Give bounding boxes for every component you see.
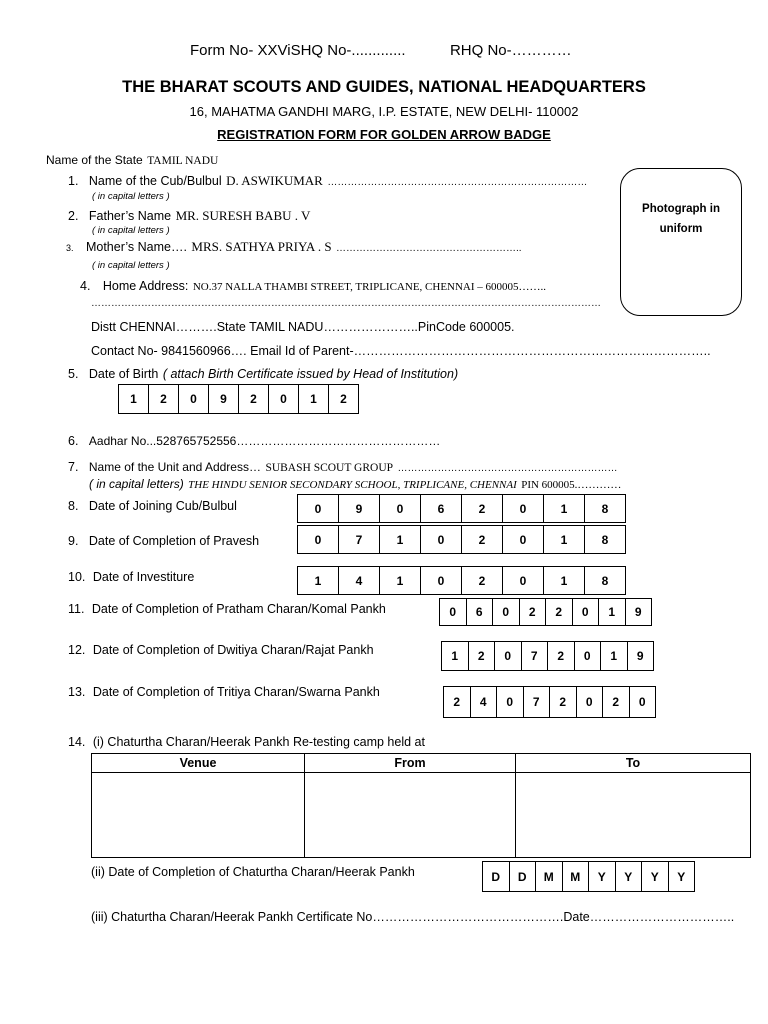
pratham-digits[interactable] [439, 598, 652, 626]
digit-cell[interactable]: 0 [503, 495, 544, 523]
form-title: REGISTRATION FORM FOR GOLDEN ARROW BADGE [217, 127, 551, 142]
digit-cell[interactable]: 7 [523, 687, 550, 718]
chaturtha-date-label: (ii) Date of Completion of Chaturtha Charan/Heerak Pankh [91, 865, 415, 879]
digit-cell[interactable]: 0 [380, 495, 421, 523]
dob-label: Date of Birth [88, 367, 159, 381]
digit-cell[interactable]: 1 [544, 526, 585, 554]
unit-school[interactable]: THE HINDU SENIOR SECONDARY SCHOOL, TRIPLICANE, CHENNAI [188, 479, 517, 491]
digit-cell[interactable]: Y [668, 862, 695, 892]
digit-cell[interactable]: 0 [503, 526, 544, 554]
digit-cell[interactable]: 1 [298, 567, 339, 595]
digit-cell[interactable]: 0 [298, 526, 339, 554]
digit-cell[interactable]: 0 [440, 599, 467, 626]
home-address-value[interactable]: NO.37 NALLA THAMBI STREET, TRIPLICANE, CHENNAI – 600005…….. [192, 281, 547, 293]
item-10-number: 10. [68, 570, 86, 584]
item-1-row [68, 172, 587, 190]
digit-cell[interactable]: 1 [544, 567, 585, 595]
tritiya-digits[interactable] [443, 686, 656, 718]
capital-note-1: ( in capital letters ) [92, 191, 170, 202]
chaturtha-date-digits[interactable] [482, 861, 695, 892]
item-8-row [68, 497, 237, 515]
unit-label: Name of the Unit and Address… [88, 460, 261, 474]
item-12-number: 12. [68, 643, 86, 657]
investiture-digits[interactable] [297, 566, 626, 595]
item-6-row [68, 432, 440, 450]
photo-caption-1: Photograph in [642, 203, 720, 215]
mother-name-value[interactable]: MRS. SATHYA PRIYA . S [191, 239, 332, 254]
digit-cell[interactable]: 0 [179, 385, 209, 414]
item-9-row [68, 532, 259, 550]
digit-cell[interactable]: 1 [544, 495, 585, 523]
digit-cell[interactable]: 0 [495, 642, 522, 671]
digit-cell[interactable]: 0 [576, 687, 603, 718]
digit-cell[interactable]: 9 [209, 385, 239, 414]
digit-cell[interactable]: 2 [239, 385, 269, 414]
digit-cell[interactable]: 0 [421, 526, 462, 554]
digit-cell[interactable]: 0 [421, 567, 462, 595]
joining-digits[interactable] [297, 494, 626, 523]
digit-cell[interactable]: 2 [444, 687, 471, 718]
digit-cell[interactable]: 8 [585, 526, 626, 554]
unit-dots: ………………………………………………………… [397, 463, 618, 474]
dwitiya-label: Date of Completion of Dwitiya Charan/Rajat Pankh [92, 643, 374, 657]
digit-cell[interactable]: 2 [462, 526, 503, 554]
digit-cell[interactable]: 2 [462, 567, 503, 595]
digit-cell[interactable]: 0 [493, 599, 520, 626]
digit-cell[interactable]: 7 [521, 642, 548, 671]
aadhar-line[interactable]: Aadhar No...528765752556…………………………………………… [88, 434, 441, 448]
digit-cell[interactable]: 1 [380, 567, 421, 595]
from-cell[interactable] [305, 773, 516, 858]
unit-address-row [89, 475, 621, 493]
unit-pin[interactable]: PIN 600005.………… [521, 479, 622, 491]
item-2-row [68, 207, 310, 225]
digit-cell[interactable]: M [562, 862, 589, 892]
digit-cell[interactable]: Y [642, 862, 669, 892]
camp-label: (i) Chaturtha Charan/Heerak Pankh Re-testing camp held at [92, 735, 425, 749]
digit-cell[interactable]: 1 [599, 599, 626, 626]
pratham-label: Date of Completion of Pratham Charan/Komal Pankh [91, 602, 386, 616]
digit-cell[interactable]: 9 [627, 642, 654, 671]
digit-cell[interactable]: 2 [603, 687, 630, 718]
photo-caption-2: uniform [659, 223, 703, 235]
digit-cell[interactable]: 2 [468, 642, 495, 671]
digit-cell[interactable]: 2 [329, 385, 359, 414]
digit-cell[interactable]: 4 [470, 687, 497, 718]
item-4-number: 4. [80, 279, 91, 293]
camp-table-row [92, 773, 751, 858]
photo-box [620, 168, 742, 316]
form-number-line [190, 42, 572, 59]
item-9-number: 9. [68, 534, 79, 548]
cub-name-label: Name of the Cub/Bulbul [88, 174, 222, 188]
digit-cell[interactable]: 8 [585, 495, 626, 523]
digit-cell[interactable]: 1 [299, 385, 329, 414]
distt-line[interactable]: Distt CHENNAI……….State TAMIL NADU…………………..PinCode 600005. [91, 320, 515, 334]
item-11-row [68, 600, 386, 618]
digit-cell[interactable]: 2 [462, 495, 503, 523]
digit-cell[interactable]: 0 [572, 599, 599, 626]
item-7-number: 7. [68, 460, 79, 474]
item-13-number: 13. [68, 685, 86, 699]
digit-cell[interactable]: M [536, 862, 563, 892]
pravesh-digits[interactable] [297, 525, 626, 554]
digit-cell[interactable]: 4 [339, 567, 380, 595]
to-header: To [516, 754, 751, 773]
camp-table-header [92, 754, 751, 773]
digit-cell[interactable]: 1 [601, 642, 628, 671]
unit-value[interactable]: SUBASH SCOUT GROUP [265, 462, 394, 474]
digit-cell[interactable]: D [483, 862, 510, 892]
pravesh-label: Date of Completion of Pravesh [88, 534, 260, 548]
digit-cell[interactable]: 0 [269, 385, 299, 414]
digit-cell[interactable]: Y [615, 862, 642, 892]
item-4-row [80, 277, 546, 295]
item-14-number: 14. [68, 735, 86, 749]
digit-cell[interactable]: 2 [149, 385, 179, 414]
digit-cell[interactable]: 9 [625, 599, 652, 626]
mother-name-dots: ……………………………………………….. [336, 243, 522, 254]
to-cell[interactable] [516, 773, 751, 858]
venue-header: Venue [92, 754, 305, 773]
item-5-row [68, 365, 458, 383]
mother-name-label: Mother’s Name…. [85, 240, 187, 254]
contact-line[interactable]: Contact No- 9841560966…. Email Id of Parent-………………………………………………………………………….. [91, 344, 711, 358]
state-label: Name of the State [46, 153, 143, 167]
organisation-address: 16, MAHATMA GANDHI MARG, I.P. ESTATE, NEW DELHI- 110002 [189, 104, 579, 119]
tritiya-label: Date of Completion of Tritiya Charan/Swarna Pankh [92, 685, 380, 699]
item-1-number: 1. [68, 174, 79, 188]
father-name-value[interactable]: MR. SURESH BABU . V [175, 208, 311, 223]
dwitiya-digits[interactable] [441, 641, 654, 671]
digit-cell[interactable]: 2 [550, 687, 577, 718]
cub-name-dots: …………………………………………………………………… [327, 177, 588, 188]
digit-cell[interactable]: 0 [629, 687, 656, 718]
home-address-label: Home Address: [102, 279, 189, 293]
digit-cell[interactable]: 6 [466, 599, 493, 626]
item-10-row [68, 568, 194, 586]
home-address-dots: ……………………………………………………………………………………………………………………………………… [91, 298, 601, 309]
digit-cell[interactable]: 1 [380, 526, 421, 554]
item-7-row [68, 458, 618, 476]
item-8-number: 8. [68, 499, 79, 513]
digit-cell[interactable]: 7 [339, 526, 380, 554]
item-11-number: 11. [68, 602, 85, 616]
from-header: From [305, 754, 516, 773]
item-14-row [68, 733, 425, 751]
capital-note-2: ( in capital letters ) [92, 225, 170, 236]
digit-cell[interactable]: 0 [503, 567, 544, 595]
state-value: TAMIL NADU [147, 155, 219, 167]
digit-cell[interactable]: 2 [548, 642, 575, 671]
father-name-label: Father’s Name [88, 209, 172, 223]
venue-cell[interactable] [92, 773, 305, 858]
digit-cell[interactable]: 6 [421, 495, 462, 523]
certificate-line[interactable]: (iii) Chaturtha Charan/Heerak Pankh Certificate No……………………………………….Date…………………………….. [91, 910, 735, 924]
digit-cell[interactable]: 2 [546, 599, 573, 626]
state-row [46, 151, 218, 169]
digit-cell[interactable]: 1 [119, 385, 149, 414]
digit-cell[interactable]: 8 [585, 567, 626, 595]
cub-name-value[interactable]: D. ASWIKUMAR [226, 173, 323, 188]
item-3-number: 3. [66, 243, 74, 253]
camp-table [91, 753, 751, 858]
unit-capital-note: ( in capital letters) [89, 477, 184, 491]
digit-cell[interactable]: 0 [574, 642, 601, 671]
dob-digits[interactable] [118, 384, 359, 414]
digit-cell[interactable]: D [509, 862, 536, 892]
organisation-title: THE BHARAT SCOUTS AND GUIDES, NATIONAL HEADQUARTERS [122, 78, 646, 96]
digit-cell[interactable]: 9 [339, 495, 380, 523]
capital-note-3: ( in capital letters ) [92, 260, 170, 271]
digit-cell[interactable]: 1 [442, 642, 469, 671]
item-13-row [68, 683, 380, 701]
digit-cell[interactable]: 2 [519, 599, 546, 626]
digit-cell[interactable]: 0 [497, 687, 524, 718]
dob-note: ( attach Birth Certificate issued by Head of Institution) [162, 367, 459, 381]
item-12-row [68, 641, 374, 659]
item-5-number: 5. [68, 367, 79, 381]
form-no: Form No- XXViSHQ No-............. [190, 42, 406, 59]
item-3-row [66, 238, 522, 256]
investiture-label: Date of Investiture [92, 570, 195, 584]
item-2-number: 2. [68, 209, 79, 223]
digit-cell[interactable]: 0 [298, 495, 339, 523]
rhq-no: RHQ No-………… [449, 42, 572, 59]
digit-cell[interactable]: Y [589, 862, 616, 892]
item-6-number: 6. [68, 434, 79, 448]
joining-label: Date of Joining Cub/Bulbul [88, 499, 237, 513]
